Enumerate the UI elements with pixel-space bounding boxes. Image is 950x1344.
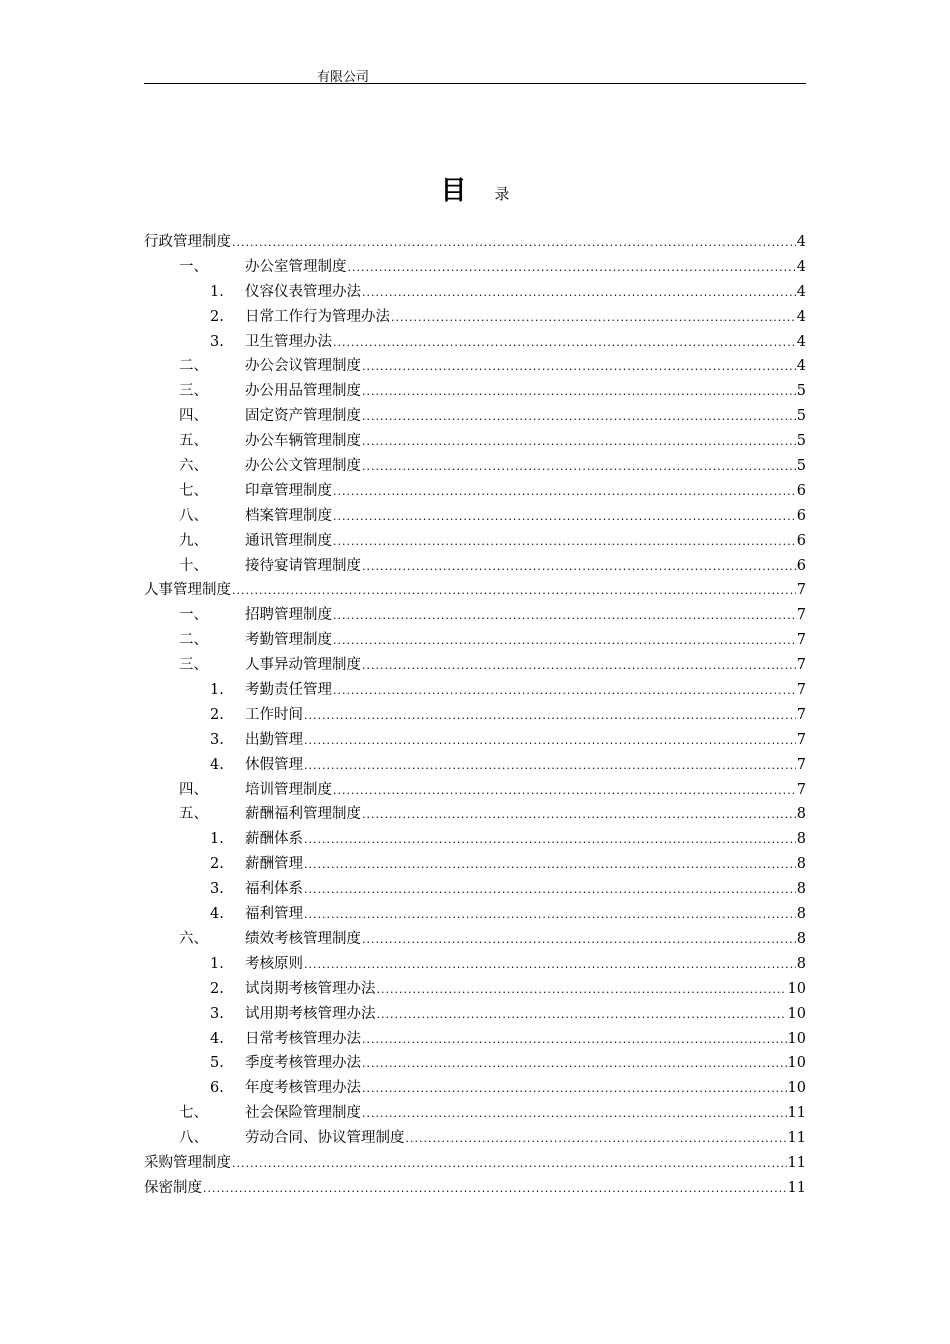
toc-entry[interactable]: [144, 330, 806, 355]
toc-entry[interactable]: [144, 354, 806, 379]
toc-entry[interactable]: [144, 1101, 806, 1126]
toc-entry-number: 3.: [210, 731, 224, 748]
toc-entry-page: 8: [796, 906, 806, 923]
toc-entry[interactable]: [144, 753, 806, 778]
toc-entry-label: 薪酬体系: [245, 831, 303, 848]
toc-entry-page: 6: [796, 482, 806, 499]
toc-entry-number: 一、: [179, 607, 208, 624]
toc-dot-leader: [406, 1127, 787, 1152]
toc-entry-label: 福利体系: [245, 881, 303, 898]
toc-entry-number: 二、: [179, 358, 208, 375]
toc-entry-number: 1.: [210, 283, 224, 300]
toc-entry-page: 10: [787, 1080, 806, 1097]
toc-dot-leader: [333, 679, 796, 704]
toc-entry-page: 4: [796, 308, 806, 325]
toc-entry-label: 季度考核管理办法: [245, 1055, 361, 1072]
toc-entry-page: 4: [796, 258, 806, 275]
toc-dot-leader: [348, 256, 796, 281]
toc-dot-leader: [333, 480, 796, 505]
toc-entry-number: 六、: [179, 458, 208, 475]
toc-entry-label: 出勤管理: [245, 731, 303, 748]
toc-dot-leader: [333, 604, 796, 629]
toc-entry-label: 薪酬管理: [245, 856, 303, 873]
toc-dot-leader: [333, 779, 796, 804]
toc-entry-number: 十、: [179, 557, 208, 574]
toc-entry-number: 八、: [179, 1130, 208, 1147]
toc-entry-label: 固定资产管理制度: [245, 408, 361, 425]
toc-entry-label: 保密制度: [144, 1179, 202, 1196]
toc-entry-number: 九、: [179, 532, 208, 549]
toc-entry[interactable]: [144, 529, 806, 554]
toc-entry-label: 办公用品管理制度: [245, 383, 361, 400]
toc-entry-page: 7: [796, 731, 806, 748]
toc-entry-page: 10: [787, 1055, 806, 1072]
toc-entry-number: 4.: [210, 1030, 224, 1047]
toc-entry-label: 接待宴请管理制度: [245, 557, 361, 574]
toc-entry[interactable]: [144, 653, 806, 678]
toc-entry[interactable]: [144, 1151, 806, 1176]
toc-entry[interactable]: [144, 952, 806, 977]
toc-entry-page: 7: [796, 607, 806, 624]
toc-entry[interactable]: [144, 902, 806, 927]
toc-entry-label: 绩效考核管理制度: [245, 930, 361, 947]
toc-entry-number: 3.: [210, 333, 224, 350]
toc-dot-leader: [362, 555, 796, 580]
toc-dot-leader: [232, 231, 796, 256]
toc-entry-number: 3.: [210, 1005, 224, 1022]
toc-entry-label: 培训管理制度: [245, 781, 332, 798]
table-of-contents: [144, 230, 806, 1201]
toc-entry[interactable]: [144, 255, 806, 280]
toc-dot-leader: [333, 331, 796, 356]
toc-dot-leader: [377, 978, 787, 1003]
toc-entry-page: 10: [787, 1030, 806, 1047]
toc-entry-page: 5: [796, 408, 806, 425]
toc-entry-number: 二、: [179, 632, 208, 649]
toc-dot-leader: [362, 654, 796, 679]
toc-entry-label: 日常工作行为管理办法: [245, 308, 390, 325]
toc-entry-page: 7: [796, 632, 806, 649]
toc-entry-page: 8: [796, 831, 806, 848]
toc-entry-label: 办公公文管理制度: [245, 458, 361, 475]
toc-entry-number: 三、: [179, 383, 208, 400]
toc-entry-page: 6: [796, 557, 806, 574]
toc-entry-page: 11: [787, 1154, 806, 1171]
toc-dot-leader: [362, 1102, 787, 1127]
toc-entry-number: 五、: [179, 806, 208, 823]
toc-entry-number: 3.: [210, 881, 224, 898]
toc-entry-label: 行政管理制度: [144, 234, 231, 250]
toc-entry-number: 2.: [210, 856, 224, 873]
toc-entry-number: 七、: [179, 1105, 208, 1122]
toc-entry[interactable]: [144, 454, 806, 479]
toc-entry-number: 1.: [210, 955, 224, 972]
toc-entry-page: 8: [796, 856, 806, 873]
toc-entry-page: 7: [796, 657, 806, 674]
toc-entry-page: 4: [796, 234, 806, 250]
toc-entry-number: 1.: [210, 682, 224, 699]
toc-dot-leader: [333, 530, 796, 555]
toc-entry-page: 8: [796, 930, 806, 947]
toc-entry-label: 试用期考核管理办法: [245, 1005, 376, 1022]
toc-entry-number: 1.: [210, 831, 224, 848]
toc-entry-label: 人事管理制度: [144, 582, 231, 599]
toc-entry-label: 采购管理制度: [144, 1154, 231, 1171]
toc-entry[interactable]: [144, 504, 806, 529]
toc-entry[interactable]: [144, 280, 806, 305]
toc-dot-leader: [304, 903, 796, 928]
toc-dot-leader: [203, 1177, 787, 1202]
toc-entry[interactable]: [144, 877, 806, 902]
toc-dot-leader: [333, 505, 796, 530]
toc-dot-leader: [304, 853, 796, 878]
toc-entry[interactable]: [144, 554, 806, 579]
toc-entry-page: 5: [796, 458, 806, 475]
toc-entry-label: 考勤责任管理: [245, 682, 332, 699]
toc-dot-leader: [377, 1003, 787, 1028]
toc-entry[interactable]: [144, 305, 806, 330]
toc-entry[interactable]: [144, 802, 806, 827]
toc-entry-number: 四、: [179, 408, 208, 425]
toc-entry-label: 试岗期考核管理办法: [245, 980, 376, 997]
toc-entry-label: 工作时间: [245, 706, 303, 723]
toc-entry-number: 一、: [179, 258, 208, 275]
toc-entry[interactable]: [144, 1126, 806, 1151]
toc-entry[interactable]: [144, 404, 806, 429]
toc-entry-label: 招聘管理制度: [245, 607, 332, 624]
toc-entry[interactable]: [144, 429, 806, 454]
toc-dot-leader: [232, 1152, 787, 1177]
toc-dot-leader: [304, 754, 796, 779]
toc-entry-number: 2.: [210, 308, 224, 325]
toc-entry-page: 4: [796, 358, 806, 375]
toc-entry-number: 七、: [179, 482, 208, 499]
toc-entry[interactable]: [144, 230, 806, 255]
toc-entry-label: 考勤管理制度: [245, 632, 332, 649]
toc-entry[interactable]: [144, 578, 806, 603]
toc-entry-label: 印章管理制度: [245, 482, 332, 499]
toc-entry-page: 7: [796, 756, 806, 773]
toc-entry-page: 10: [787, 1005, 806, 1022]
toc-entry-page: 6: [796, 507, 806, 524]
toc-entry[interactable]: [144, 603, 806, 628]
toc-entry[interactable]: [144, 703, 806, 728]
header-company: 有限公司: [317, 70, 370, 85]
toc-entry-page: 8: [796, 881, 806, 898]
toc-title: [0, 170, 950, 207]
toc-dot-leader: [362, 803, 796, 828]
toc-dot-leader: [362, 928, 796, 953]
toc-dot-leader: [362, 405, 796, 430]
toc-dot-leader: [362, 1052, 787, 1077]
toc-dot-leader: [362, 1028, 787, 1053]
toc-entry-label: 人事异动管理制度: [245, 657, 361, 674]
toc-entry-label: 办公室管理制度: [245, 258, 347, 275]
toc-entry-page: 5: [796, 383, 806, 400]
toc-entry[interactable]: [144, 827, 806, 852]
toc-entry-number: 五、: [179, 433, 208, 450]
toc-entry-number: 2.: [210, 980, 224, 997]
toc-entry-page: 8: [796, 806, 806, 823]
toc-entry-number: 4.: [210, 756, 224, 773]
toc-entry[interactable]: [144, 1076, 806, 1101]
toc-entry-page: 11: [787, 1130, 806, 1147]
toc-dot-leader: [362, 430, 796, 455]
toc-entry-label: 社会保险管理制度: [245, 1105, 361, 1122]
toc-entry-number: 四、: [179, 781, 208, 798]
toc-entry[interactable]: [144, 977, 806, 1002]
toc-entry-label: 办公会议管理制度: [245, 358, 361, 375]
toc-entry-label: 仪容仪表管理办法: [245, 283, 361, 300]
toc-dot-leader: [362, 380, 796, 405]
toc-dot-leader: [362, 355, 796, 380]
toc-entry-label: 档案管理制度: [245, 507, 332, 524]
toc-dot-leader: [362, 281, 796, 306]
toc-dot-leader: [304, 953, 796, 978]
toc-entry-page: 7: [796, 706, 806, 723]
toc-entry-label: 福利管理: [245, 906, 303, 923]
toc-entry-number: 4.: [210, 906, 224, 923]
toc-entry-number: 三、: [179, 657, 208, 674]
toc-entry-page: 7: [796, 582, 806, 599]
toc-entry-label: 年度考核管理办法: [245, 1080, 361, 1097]
toc-entry[interactable]: [144, 479, 806, 504]
toc-dot-leader: [304, 704, 796, 729]
toc-entry-number: 六、: [179, 930, 208, 947]
toc-entry-label: 卫生管理办法: [245, 333, 332, 350]
toc-entry-label: 日常考核管理办法: [245, 1030, 361, 1047]
toc-entry-page: 5: [796, 433, 806, 450]
toc-dot-leader: [304, 729, 796, 754]
toc-entry[interactable]: [144, 1176, 806, 1201]
toc-entry-page: 11: [787, 1105, 806, 1122]
toc-entry-page: 7: [796, 682, 806, 699]
toc-entry[interactable]: [144, 628, 806, 653]
toc-entry[interactable]: [144, 852, 806, 877]
toc-dot-leader: [362, 1077, 787, 1102]
toc-entry-number: 6.: [210, 1080, 224, 1097]
toc-entry-number: 2.: [210, 706, 224, 723]
toc-entry-label: 薪酬福利管理制度: [245, 806, 361, 823]
toc-entry-page: 6: [796, 532, 806, 549]
toc-entry-label: 办公车辆管理制度: [245, 433, 361, 450]
toc-entry[interactable]: [144, 778, 806, 803]
toc-entry-number: 5.: [210, 1055, 224, 1072]
toc-entry[interactable]: [144, 728, 806, 753]
toc-entry-page: 11: [787, 1179, 806, 1196]
toc-dot-leader: [232, 579, 796, 604]
toc-entry-number: 八、: [179, 507, 208, 524]
toc-dot-leader: [333, 629, 796, 654]
toc-entry-page: 4: [796, 283, 806, 300]
toc-entry[interactable]: [144, 379, 806, 404]
toc-entry-page: 8: [796, 955, 806, 972]
toc-entry[interactable]: [144, 678, 806, 703]
toc-entry[interactable]: [144, 1002, 806, 1027]
toc-title-sub: 录: [494, 185, 510, 203]
toc-entry[interactable]: [144, 1051, 806, 1076]
toc-entry[interactable]: [144, 927, 806, 952]
toc-entry-label: 休假管理: [245, 756, 303, 773]
toc-entry-label: 考核原则: [245, 955, 303, 972]
toc-dot-leader: [362, 455, 796, 480]
toc-entry-label: 通讯管理制度: [245, 532, 332, 549]
toc-entry[interactable]: [144, 1027, 806, 1052]
toc-dot-leader: [391, 306, 796, 331]
toc-dot-leader: [304, 878, 796, 903]
toc-entry-page: 7: [796, 781, 806, 798]
header-rule: [144, 83, 806, 84]
toc-entry-label: 劳动合同、协议管理制度: [245, 1130, 405, 1147]
toc-entry-page: 4: [796, 333, 806, 350]
toc-title-main: 目: [440, 176, 467, 206]
toc-dot-leader: [304, 828, 796, 853]
toc-entry-page: 10: [787, 980, 806, 997]
